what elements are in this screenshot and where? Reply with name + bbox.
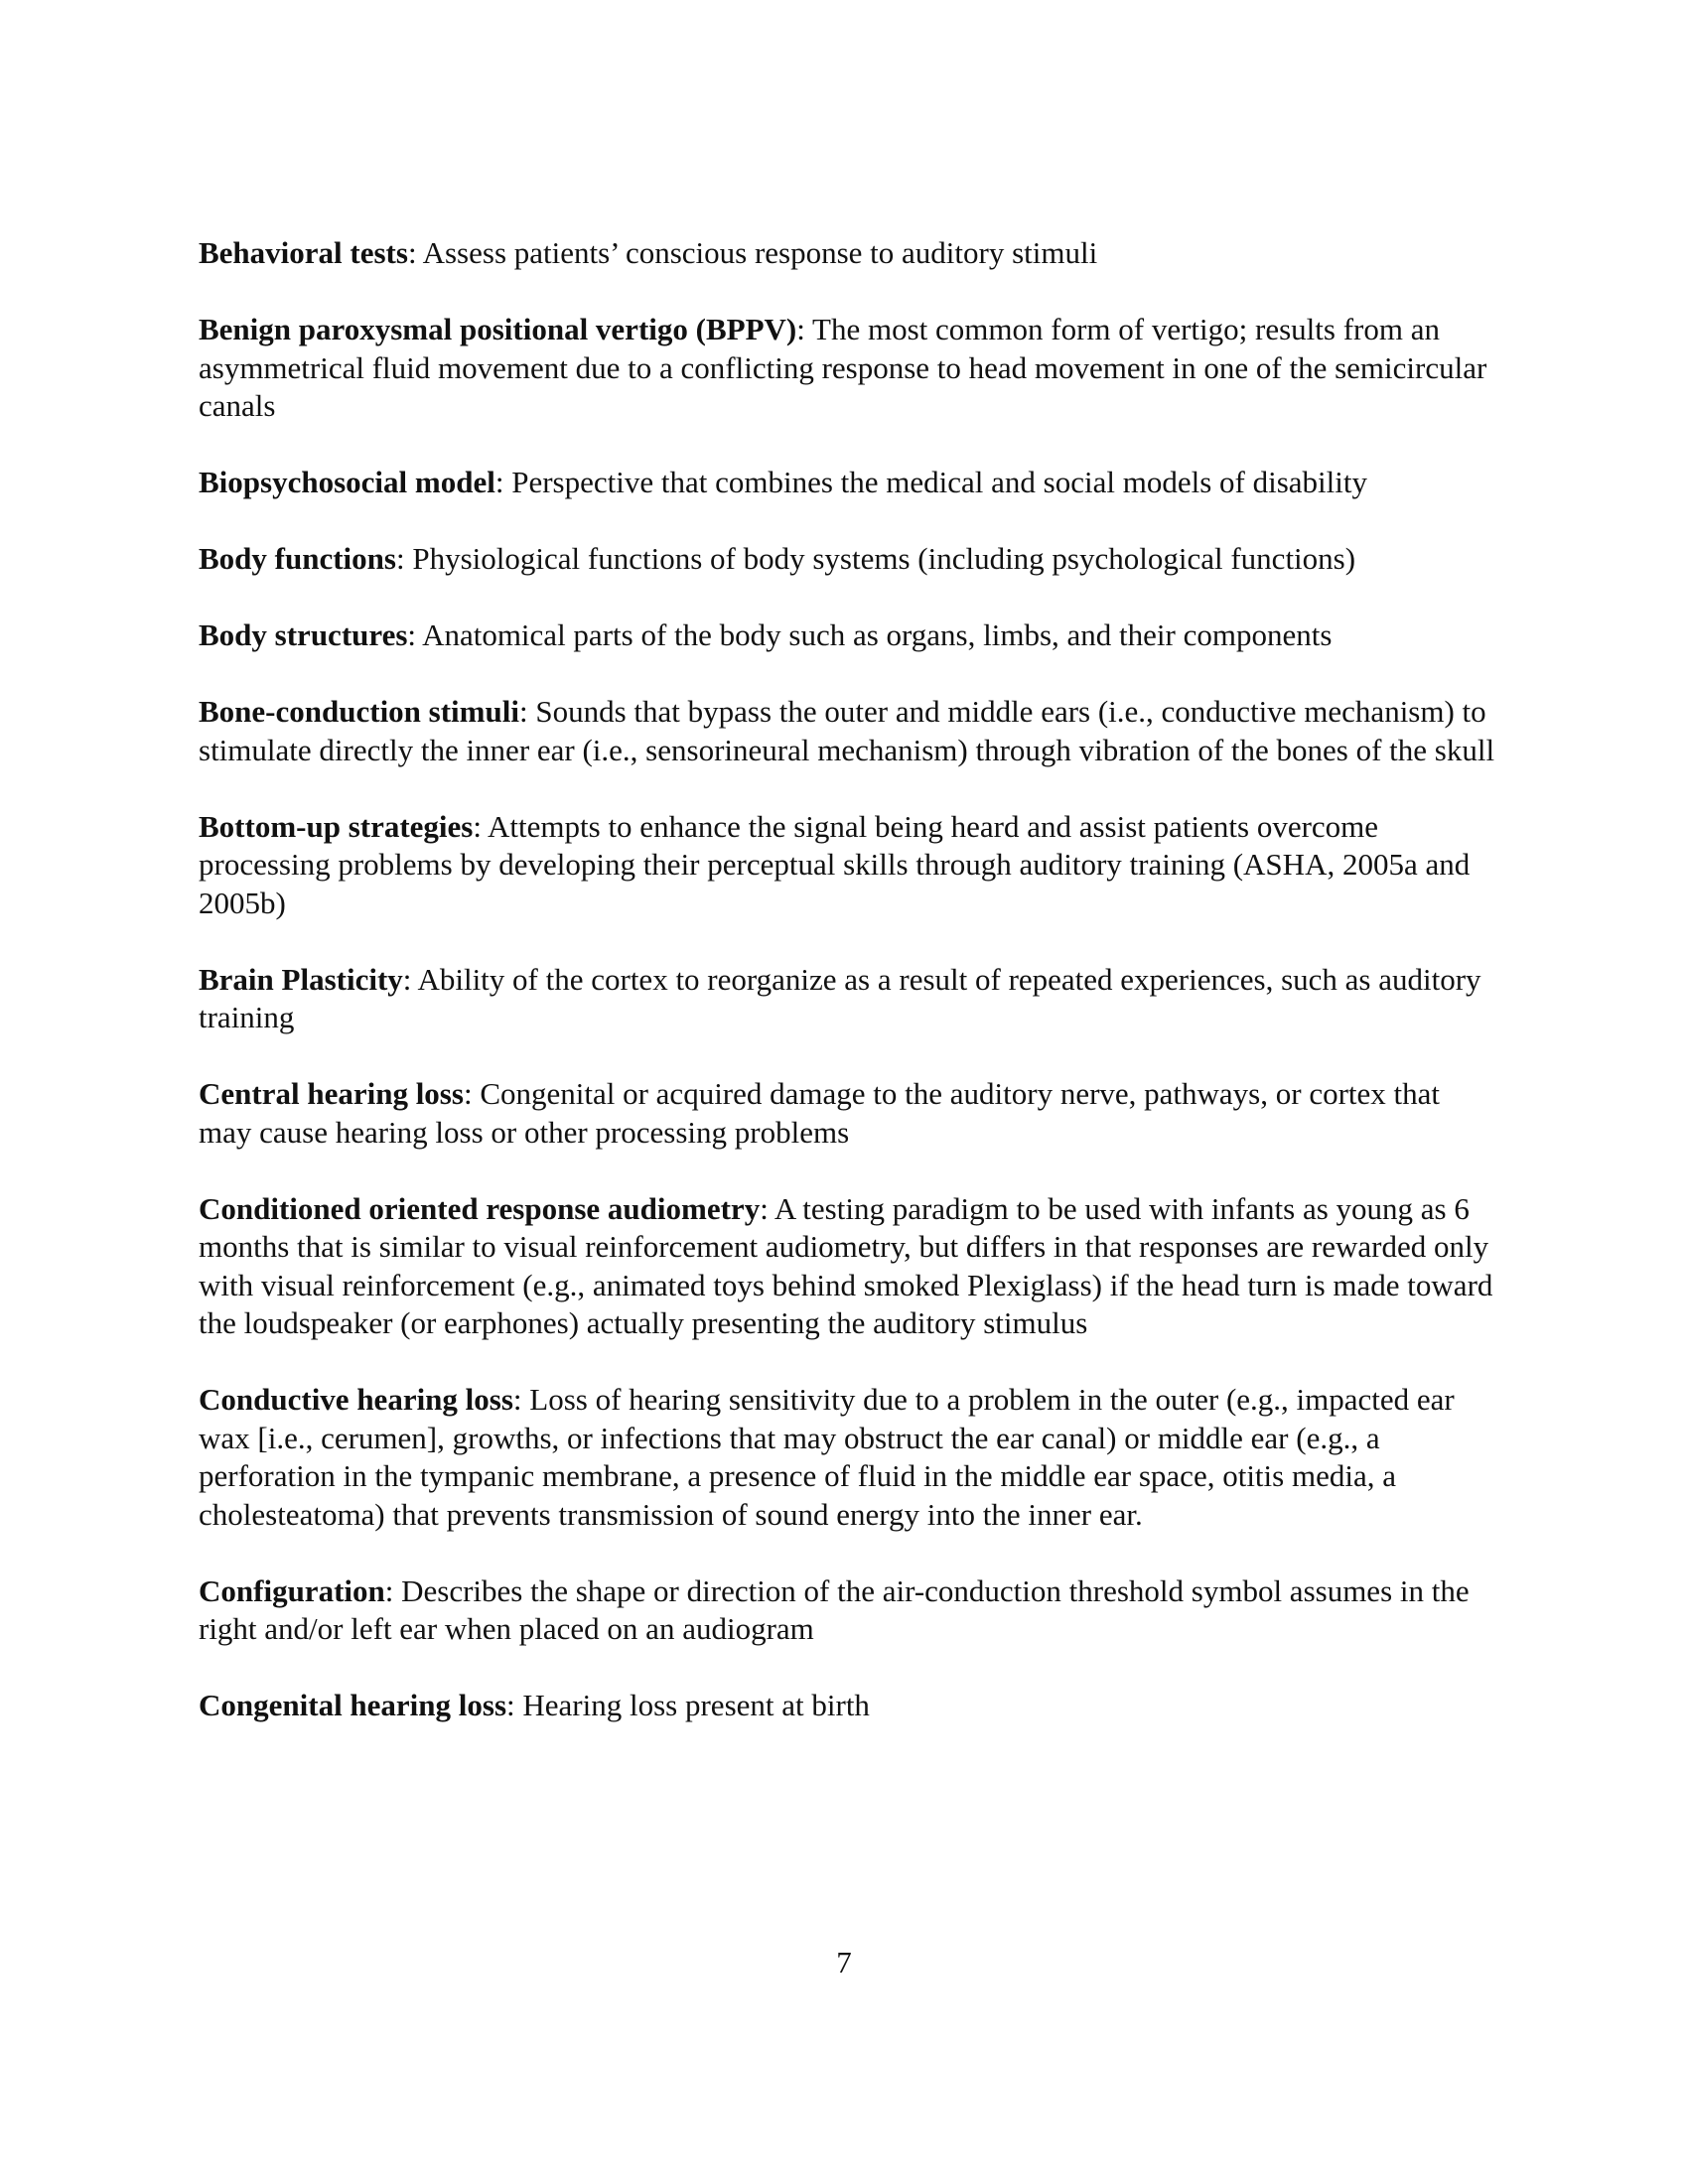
term-separator: :	[463, 1076, 481, 1111]
glossary-term: Body structures	[199, 617, 408, 652]
glossary-entry	[199, 540, 1499, 579]
glossary-term: Bone-conduction stimuli	[199, 694, 519, 729]
glossary-entry	[199, 464, 1499, 502]
glossary-list	[199, 234, 1499, 1763]
glossary-definition: Loss of hearing sensitivity due to a problem in the outer (e.g., impacted ear wax [i.e., cerumen], growths, or infections that may obstruct the ear canal) or middle ear (e.g., a perforation in the tympanic membrane, a presence of fluid in the middle ear space, otitis media, a cholesteatoma) that prevents transmission of sound energy into the inner ear.	[199, 1382, 1455, 1532]
glossary-definition: Ability of the cortex to reorganize as a result of repeated experiences, such as auditory training	[199, 961, 1481, 1034]
glossary-definition: Sounds that bypass the outer and middle ears (i.e., conductive mechanism) to stimulate directly the inner ear (i.e., sensorineural mechanism) through vibration of the bones of the skull	[199, 694, 1495, 767]
term-separator: :	[518, 694, 536, 729]
glossary-definition: Attempts to enhance the signal being heard and assist patients overcome processing problems by developing their perceptual skills through auditory training (ASHA, 2005a and 2005b)	[199, 808, 1471, 920]
glossary-entry	[199, 616, 1499, 655]
glossary-term: Body functions	[199, 541, 396, 576]
glossary-term: Brain Plasticity	[199, 961, 403, 997]
glossary-entry	[199, 1572, 1499, 1649]
glossary-definition: A testing paradigm to be used with infants as young as 6 months that is similar to visual reinforcement audiometry, but differs in that responses are rewarded only with visual reinforcement (e.g., animated toys behind smoked Plexiglass) if the head turn is made toward the loudspeaker (or earphones) actually presenting the auditory stimulus	[199, 1190, 1493, 1340]
term-separator: :	[494, 465, 512, 499]
page-number: 7	[836, 1945, 852, 1979]
glossary-entry	[199, 1075, 1499, 1152]
glossary-definition: Assess patients’ conscious response to auditory stimuli	[422, 235, 1098, 270]
glossary-term: Behavioral tests	[199, 235, 408, 270]
glossary-term: Biopsychosocial model	[199, 465, 495, 499]
glossary-definition: Perspective that combines the medical and social models of disability	[511, 465, 1367, 499]
term-separator: :	[407, 617, 423, 652]
glossary-term: Benign paroxysmal positional vertigo (BPPV)	[199, 312, 797, 346]
glossary-definition: Congenital or acquired damage to the auditory nerve, pathways, or cortex that may cause hearing loss or other processing problems	[199, 1076, 1441, 1150]
term-separator: :	[395, 541, 413, 576]
glossary-entry	[199, 961, 1499, 1037]
term-separator: :	[473, 808, 489, 844]
glossary-term: Bottom-up strategies	[199, 808, 474, 844]
glossary-term: Configuration	[199, 1572, 385, 1608]
glossary-term: Conductive hearing loss	[199, 1382, 513, 1417]
glossary-definition: Hearing loss present at birth	[522, 1688, 870, 1722]
glossary-definition: Describes the shape or direction of the air-conduction threshold symbol assumes in the right and/or left ear when placed on an audiogram	[199, 1572, 1470, 1646]
term-separator: :	[760, 1190, 774, 1226]
glossary-entry	[199, 311, 1499, 426]
glossary-entry	[199, 693, 1499, 769]
glossary-definition: Physiological functions of body systems (including psychological functions)	[412, 541, 1356, 576]
glossary-entry	[199, 1687, 1499, 1725]
term-separator: :	[796, 312, 813, 346]
glossary-entry	[199, 234, 1499, 273]
glossary-definition: Anatomical parts of the body such as organs, limbs, and their components	[422, 617, 1333, 652]
glossary-entry	[199, 808, 1499, 923]
glossary-entry	[199, 1381, 1499, 1534]
term-separator: :	[512, 1382, 530, 1417]
term-separator: :	[402, 961, 418, 997]
glossary-term: Central hearing loss	[199, 1076, 464, 1111]
glossary-entry	[199, 1190, 1499, 1343]
term-separator: :	[407, 235, 423, 270]
term-separator: :	[506, 1688, 523, 1722]
glossary-term: Congenital hearing loss	[199, 1688, 507, 1722]
glossary-definition: The most common form of vertigo; results from an asymmetrical fluid movement due to a conflicting response to head movement in one of the semicircular canals	[199, 312, 1487, 423]
glossary-term: Conditioned oriented response audiometry	[199, 1190, 761, 1226]
term-separator: :	[384, 1572, 402, 1608]
